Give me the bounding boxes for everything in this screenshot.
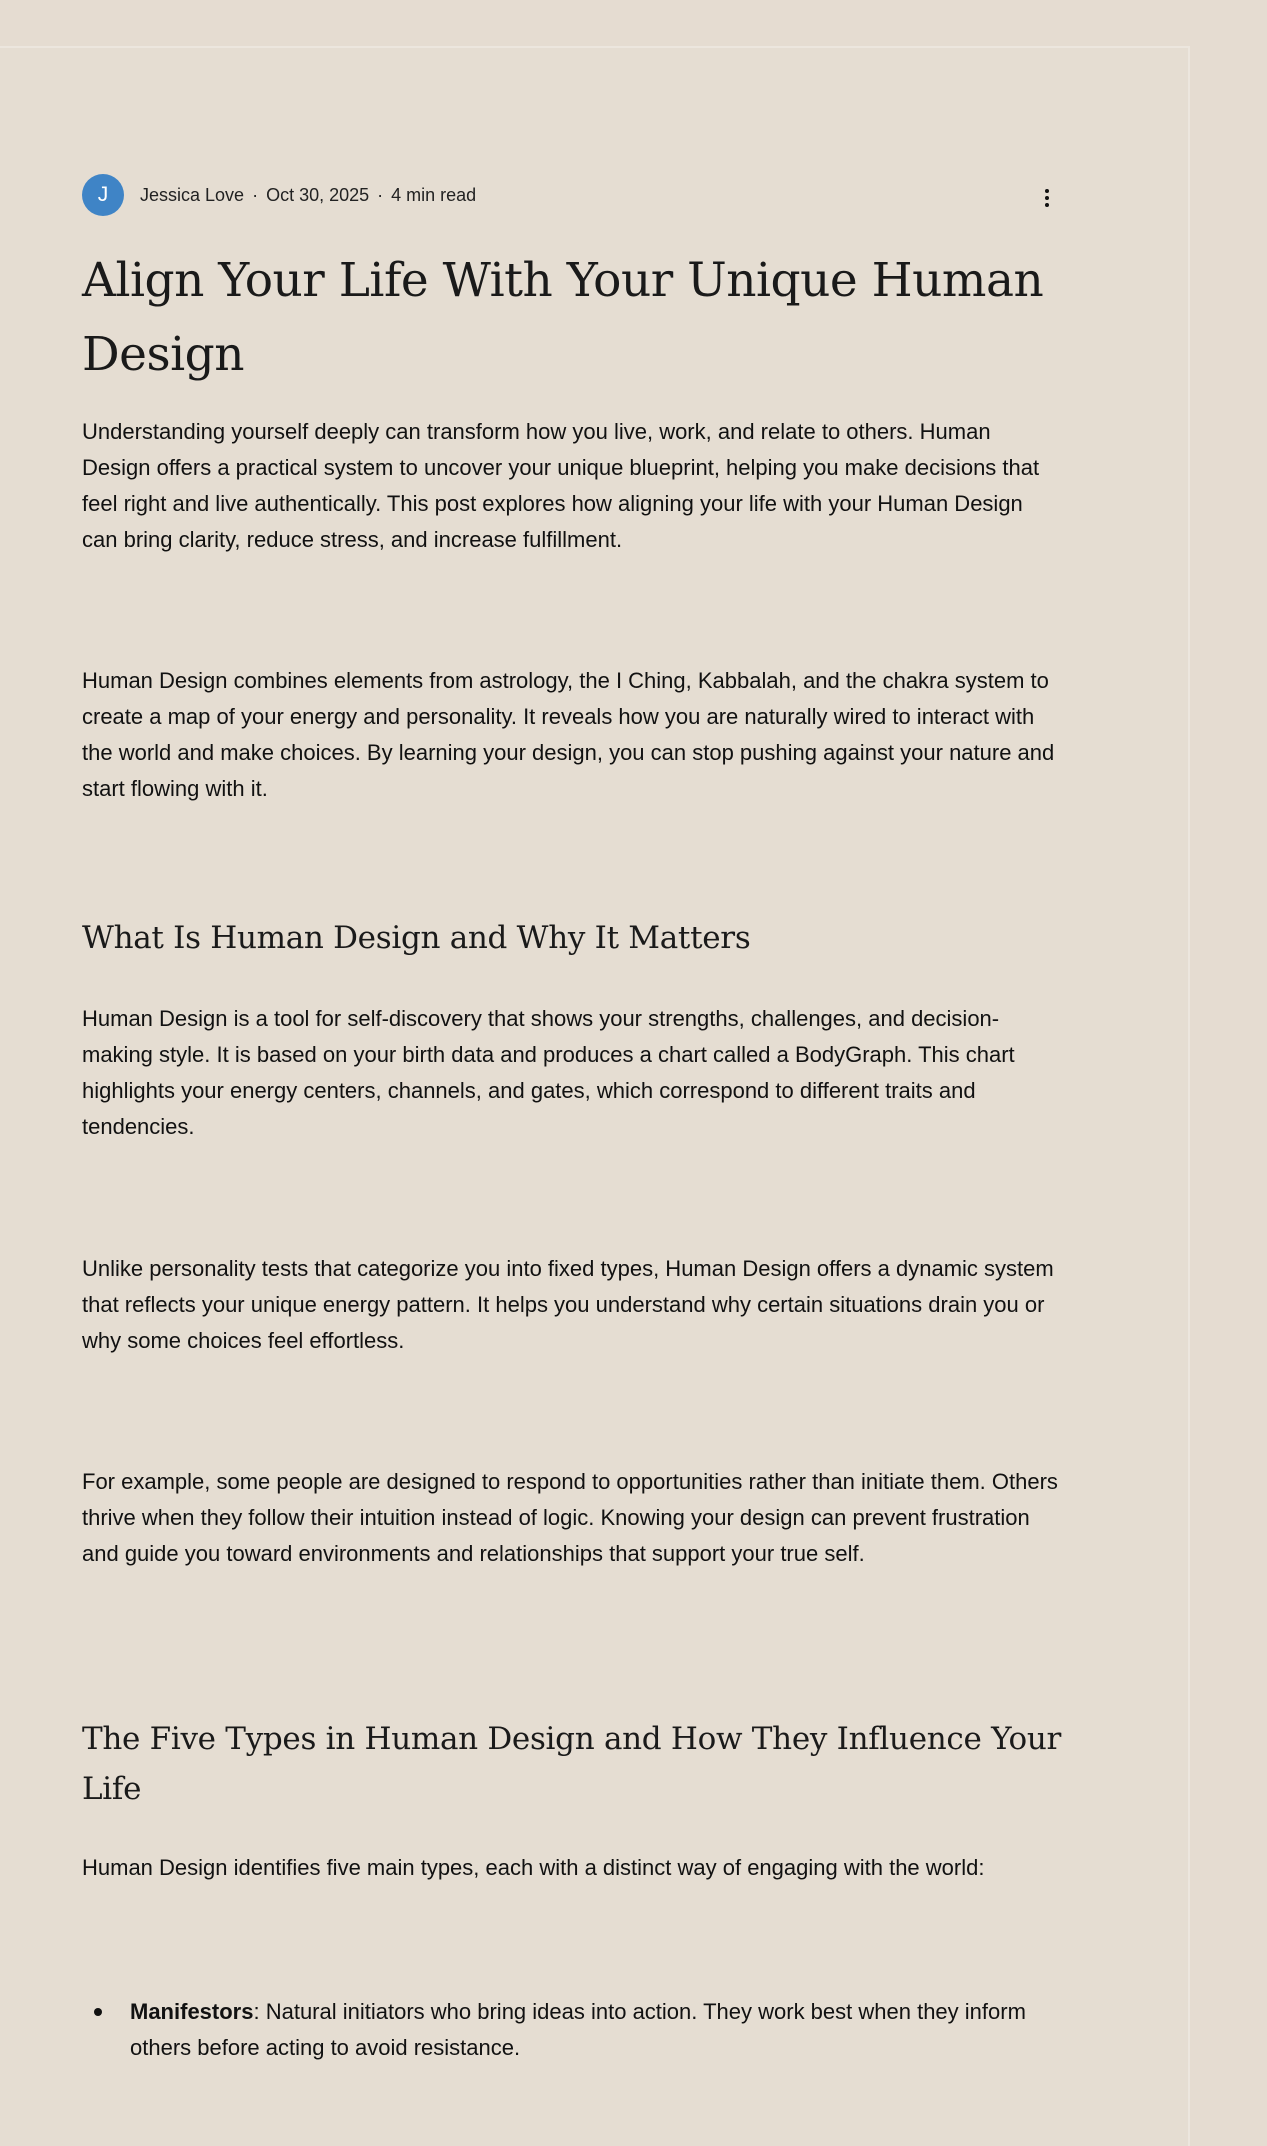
section-heading-what-is: What Is Human Design and Why It Matters (82, 920, 751, 956)
post-meta (82, 174, 476, 216)
example-paragraph: For example, some people are designed to respond to opportunities rather than initiate them. Others thrive when they follow their intuition instead of logic. Knowing your design can prevent frustration and guide you toward environments and relationships that support your true self. (82, 1469, 1058, 1566)
list-item-text: : Natural initiators who bring ideas into action. They work best when they inform others before acting to avoid resistance. (130, 1999, 1026, 2060)
section-heading-five-types: The Five Types in Human Design and How They Influence Your Life (82, 1721, 1062, 1807)
intro-paragraph: Understanding yourself deeply can transform how you live, work, and relate to others. Human Design offers a practical system to uncover your unique blueprint, helping you make decisions that feel right and live authentically. This post explores how aligning your life with your Human Design can bring clarity, reduce stress, and increase fulfillment. (82, 419, 1040, 552)
blog-post-card (0, 46, 1190, 2146)
post-date: Oct 30, 2025 (266, 184, 370, 205)
bullet-icon (94, 2008, 102, 2016)
author-initial: J (97, 183, 109, 206)
types-list (82, 1994, 1062, 2066)
list-item-term: Manifestors (130, 1999, 254, 2024)
combines-paragraph: Human Design combines elements from astrology, the I Ching, Kabbalah, and the chakra system to create a map of your energy and personality. It reveals how you are naturally wired to interact with the world and make choices. By learning your design, you can stop pushing against your nature and start flowing with it. (82, 668, 1055, 801)
post-title: Align Your Life With Your Unique Human Design (82, 253, 1044, 382)
tool-paragraph: Human Design is a tool for self-discovery that shows your strengths, challenges, and decision-making style. It is based on your birth data and produces a chart called a BodyGraph. This chart highlights your energy centers, channels, and gates, which correspond to different traits and tendencies. (82, 1006, 1015, 1139)
list-item (82, 1994, 1062, 2066)
author-name[interactable]: Jessica Love (140, 184, 245, 205)
more-vertical-icon[interactable] (1036, 187, 1058, 209)
types-intro-paragraph: Human Design identifies five main types, each with a distinct way of engaging with the world: (82, 1855, 985, 1880)
meta-separator: · (377, 184, 384, 205)
unlike-paragraph: Unlike personality tests that categorize you into fixed types, Human Design offers a dynamic system that reflects your unique energy pattern. It helps you understand why certain situations drain you or why some choices feel effortless. (82, 1256, 1054, 1353)
read-time: 4 min read (391, 184, 477, 205)
author-avatar[interactable] (82, 174, 124, 216)
meta-separator: · (252, 184, 259, 205)
